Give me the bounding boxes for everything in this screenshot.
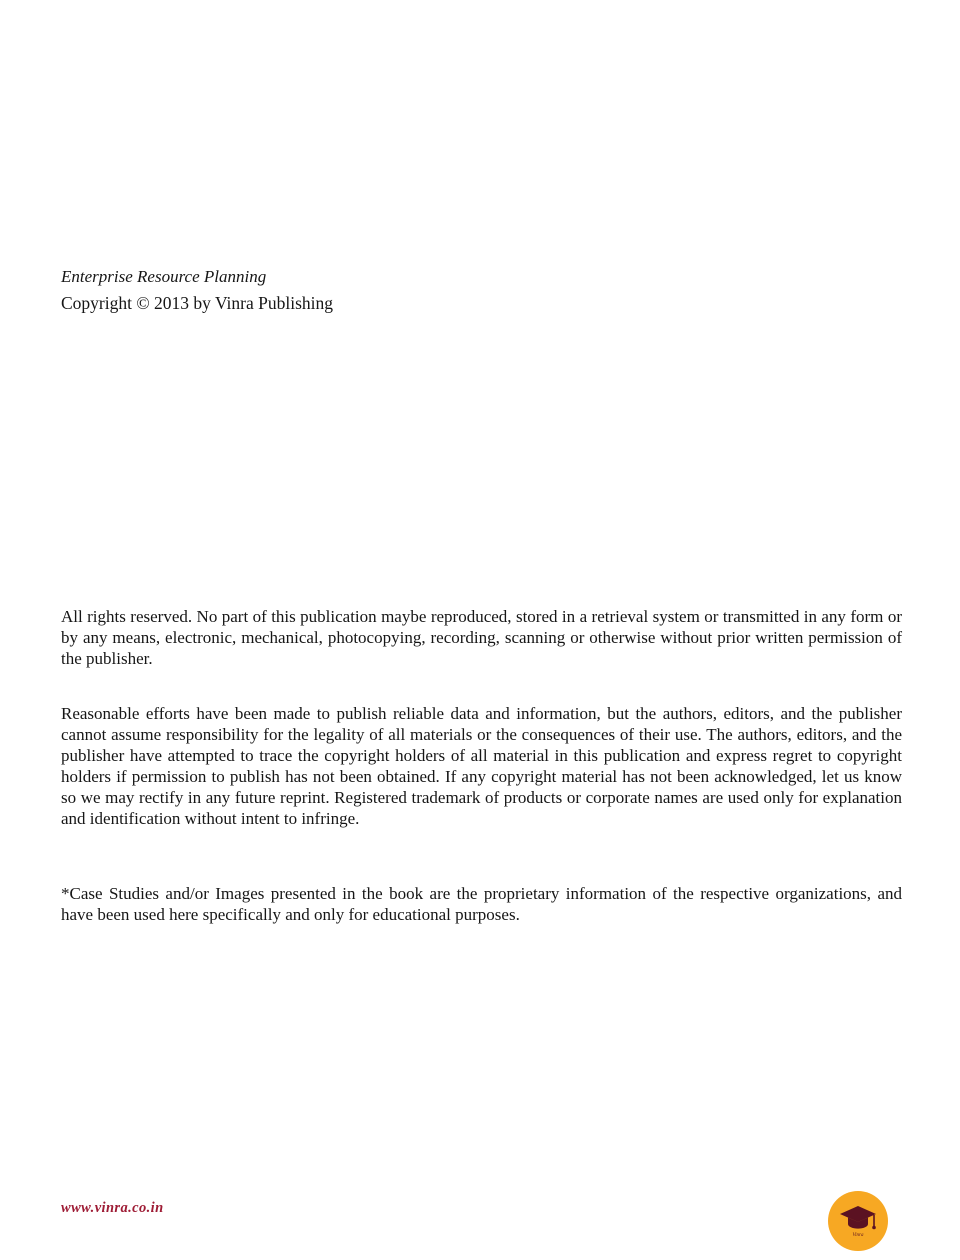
publisher-website: www.vinra.co.in [61,1200,164,1216]
title-block [61,263,906,317]
copyright-line: Copyright © 2013 by Vinra Publishing [61,293,334,313]
publisher-logo [828,1191,888,1251]
disclaimer-paragraph: Reasonable efforts have been made to publish reliable data and information, but the authors, editors, and the publisher cannot assume responsibility for the legality of all materials or the consequences of their use. The authors, editors, and the publisher have attempted to trace the copyright holders of all material in this publication and express regret to copyright holders if permission to publish has not been obtained. If any copyright material has not been acknowledged, let us know so we may rectify in any future reprint. Registered trademark of products or corporate names are used only for explanation and identification without intent to infringe. [61,704,902,828]
rights-reserved-paragraph: All rights reserved. No part of this publication maybe reproduced, stored in a retrieval system or transmitted in any form or by any means, electronic, mechanical, photocopying, recording, scanning or otherwise without prior written permission of the publisher. [61,607,902,668]
book-title: Enterprise Resource Planning [61,267,267,286]
case-studies-note: *Case Studies and/or Images presented in the book are the proprietary information of the respective organizations, and have been used here specifically and only for educational purposes. [61,884,902,924]
logo-text: Vinra [852,1232,864,1238]
graduation-cap-icon [838,1204,878,1236]
